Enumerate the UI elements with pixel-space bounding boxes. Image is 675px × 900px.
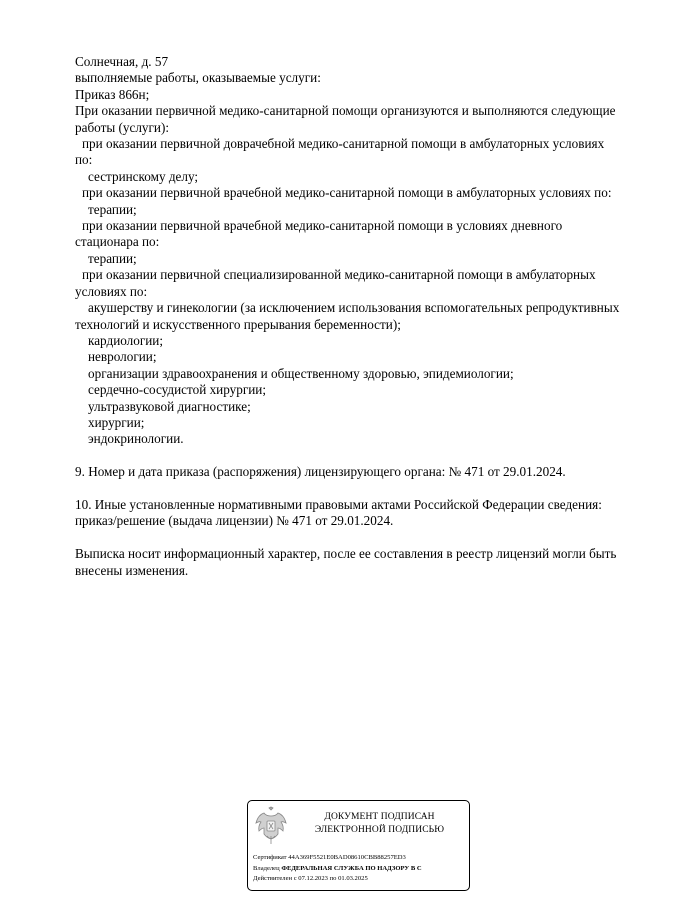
certificate-value: 44A369F5521E0BAD08610CBB88257ED3: [288, 854, 406, 861]
text-line: работы (услуги):: [75, 119, 170, 135]
stamp-title-line1: ДОКУМЕНТ ПОДПИСАН: [324, 812, 435, 822]
text-line: терапии;: [88, 250, 137, 266]
text-line: сердечно-сосудистой хирургии;: [88, 382, 267, 398]
owner-value: ФЕДЕРАЛЬНАЯ СЛУЖБА ПО НАДЗОРУ В С: [281, 864, 422, 872]
document-body: [75, 54, 655, 579]
text-line: При оказании первичной медико-санитарной помощи организуются и выполняются следующие: [75, 103, 616, 119]
certificate-label: Сертификат: [253, 854, 287, 861]
paragraph-gap: [75, 448, 655, 464]
text-line: при оказании первичной врачебной медико-санитарной помощи в амбулаторных условиях по:: [82, 185, 612, 201]
valid-label: Действителен: [253, 875, 293, 882]
text-line: хирургии;: [88, 414, 145, 430]
paragraph-gap: [75, 530, 655, 546]
stamp-details: [253, 853, 422, 885]
text-line: Приказ 866н;: [75, 86, 150, 102]
owner-label: Владелец: [253, 864, 280, 872]
text-line: неврологии;: [88, 349, 157, 365]
stamp-owner: [253, 864, 422, 875]
text-line: организации здравоохранения и общественному здоровью, эпидемиологии;: [88, 365, 514, 381]
electronic-signature-stamp: [247, 800, 470, 891]
paragraph-gap: [75, 481, 655, 497]
text-line: при оказании первичной доврачебной медико-санитарной помощи в амбулаторных условиях: [82, 136, 605, 152]
text-line: кардиологии;: [88, 332, 164, 348]
text-line: при оказании первичной врачебной медико-санитарной помощи в условиях дневного: [82, 218, 563, 234]
text-line: ультразвуковой диагностике;: [88, 398, 251, 414]
text-line: эндокринологии.: [88, 431, 184, 447]
text-line: условиях по:: [75, 283, 148, 299]
text-line: выполняемые работы, оказываемые услуги:: [75, 70, 321, 86]
text-line: Солнечная, д. 57: [75, 54, 169, 69]
stamp-certificate: [253, 853, 422, 864]
text-line: внесены изменения.: [75, 562, 189, 578]
text-line: 9. Номер и дата приказа (распоряжения) лицензирующего органа: № 471 от 29.01.2024.: [75, 464, 566, 480]
stamp-validity: [253, 874, 422, 885]
valid-value: с 07.12.2023 по 01.03.2025: [293, 875, 368, 882]
coat-of-arms-icon: [254, 806, 288, 846]
text-line: акушерству и гинекологии (за исключением использования вспомогательных репродуктивных: [88, 300, 620, 316]
text-line: сестринскому делу;: [88, 168, 199, 184]
text-line: Выписка носит информационный характер, после ее составления в реестр лицензий могли быть: [75, 546, 617, 562]
text-line: 10. Иные установленные нормативными правовыми актами Российской Федерации сведения:: [75, 496, 602, 512]
text-line: технологий и искусственного прерывания беременности);: [75, 316, 401, 332]
text-line: по:: [75, 152, 93, 168]
text-line: терапии;: [88, 201, 137, 217]
stamp-title: [292, 811, 467, 836]
stamp-title-line2: ЭЛЕКТРОННОЙ ПОДПИСЬЮ: [314, 824, 445, 835]
text-line: при оказании первичной специализированной медико-санитарной помощи в амбулаторных: [82, 267, 596, 283]
text-line: приказ/решение (выдача лицензии) № 471 от 29.01.2024.: [75, 513, 394, 529]
text-line: стационара по:: [75, 234, 160, 250]
